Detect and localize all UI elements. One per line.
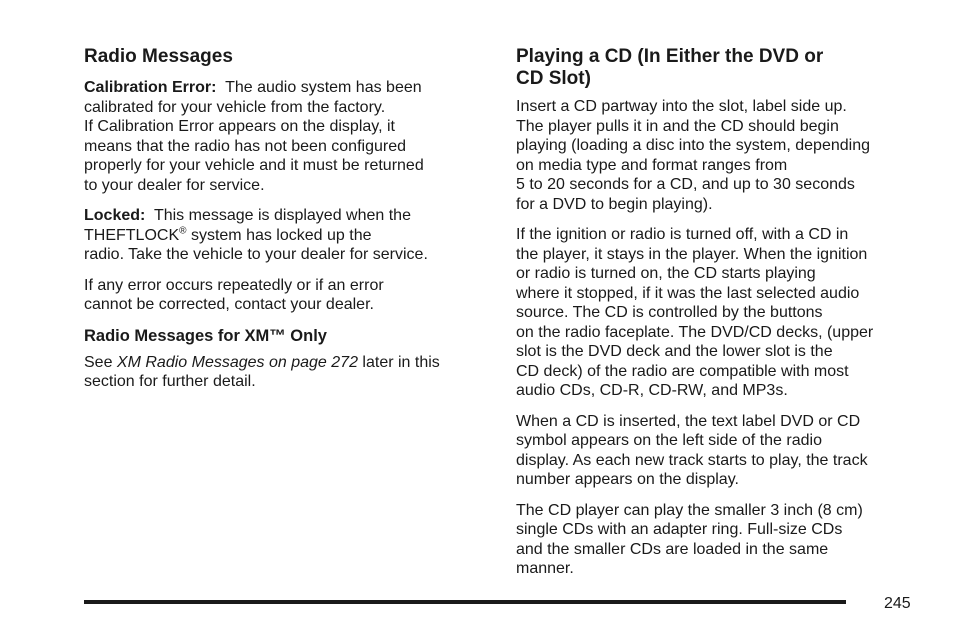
text-line: symbol appears on the left side of the radio	[516, 432, 822, 449]
text-line: slot is the DVD deck and the lower slot is the	[516, 343, 833, 360]
text-line: on the radio faceplate. The DVD/CD decks, (upper	[516, 323, 874, 341]
text-line: display. As each new track starts to play, the track	[516, 451, 868, 469]
footer-rule	[84, 600, 846, 604]
text-line: properly for your vehicle and it must be returned	[84, 157, 424, 174]
paragraph-ignition-off	[516, 225, 920, 401]
text-line: section for further detail.	[84, 373, 256, 390]
text-line: or radio is turned on, the CD starts playing	[516, 265, 816, 282]
subsection-heading-xm-only: Radio Messages for XM™ Only	[84, 326, 327, 345]
text-line: 5 to 20 seconds for a CD, and up to 30 seconds	[516, 176, 855, 193]
text-line: The CD player can play the smaller 3 inch (8 cm)	[516, 501, 863, 519]
text-line: system has locked up the	[186, 226, 372, 244]
text-line: When a CD is inserted, the text label DVD or CD	[516, 412, 861, 430]
text-line: source. The CD is controlled by the buttons	[516, 304, 823, 321]
text-line: single CDs with an adapter ring. Full-size CDs	[516, 521, 843, 538]
text-line: calibrated for your vehicle from the factory.	[84, 98, 386, 116]
text-line: This message is displayed when the	[153, 207, 411, 224]
paragraph-see-reference	[84, 353, 488, 392]
text-line: number appears on the display.	[516, 471, 739, 488]
section-heading-radio-messages: Radio Messages	[84, 46, 233, 67]
paragraph-cd-inserted	[516, 412, 920, 490]
calibration-error-label: Calibration Error:	[84, 79, 217, 96]
text-line: later in this	[357, 353, 440, 371]
text-line: for a DVD to begin playing).	[516, 195, 713, 213]
paragraph-calibration-error	[84, 78, 488, 195]
section-heading-playing-cd	[516, 46, 920, 90]
text-line: Insert a CD partway into the slot, label side up.	[516, 98, 847, 115]
paragraph-small-cds	[516, 501, 920, 579]
text-line: on media type and format ranges from	[516, 156, 788, 174]
paragraph-insert-cd	[516, 97, 920, 214]
text-line: radio. Take the vehicle to your dealer for service.	[84, 246, 428, 263]
text-line: See	[84, 353, 117, 371]
heading-line: CD Slot)	[516, 68, 591, 89]
text-line: If the ignition or radio is turned off, with a CD in	[516, 226, 849, 243]
text-line: CD deck) of the radio are compatible with most	[516, 362, 849, 380]
text-line: manner.	[516, 560, 574, 577]
text-line: audio CDs, CD-R, CD-RW, and MP3s.	[516, 382, 788, 399]
registered-mark: ®	[179, 225, 187, 237]
text-line: If any error occurs repeatedly or if an error	[84, 276, 384, 294]
theftlock-text: THEFTLOCK	[84, 226, 180, 244]
text-line: The player pulls it in and the CD should begin	[516, 117, 839, 135]
text-line: to your dealer for service.	[84, 176, 265, 194]
left-column	[84, 46, 488, 403]
paragraph-repeated-error	[84, 276, 488, 315]
text-line: the player, it stays in the player. When the ignition	[516, 245, 868, 263]
text-line: The audio system has been	[225, 79, 422, 96]
right-column	[516, 46, 920, 590]
paragraph-locked	[84, 206, 488, 265]
text-line: and the smaller CDs are loaded in the same	[516, 540, 829, 558]
text-line: where it stopped, if it was the last selected audio	[516, 284, 860, 302]
text-line: cannot be corrected, contact your dealer.	[84, 296, 374, 313]
text-line: means that the radio has not been configured	[84, 137, 406, 155]
locked-label: Locked:	[84, 207, 146, 224]
text-line: If Calibration Error appears on the display, it	[84, 118, 395, 135]
xm-radio-messages-reference: XM Radio Messages on page 272	[116, 353, 358, 371]
heading-line: Playing a CD (In Either the DVD or	[516, 46, 824, 67]
text-line: playing (loading a disc into the system, depending	[516, 137, 870, 154]
page-number: 245	[884, 595, 911, 612]
